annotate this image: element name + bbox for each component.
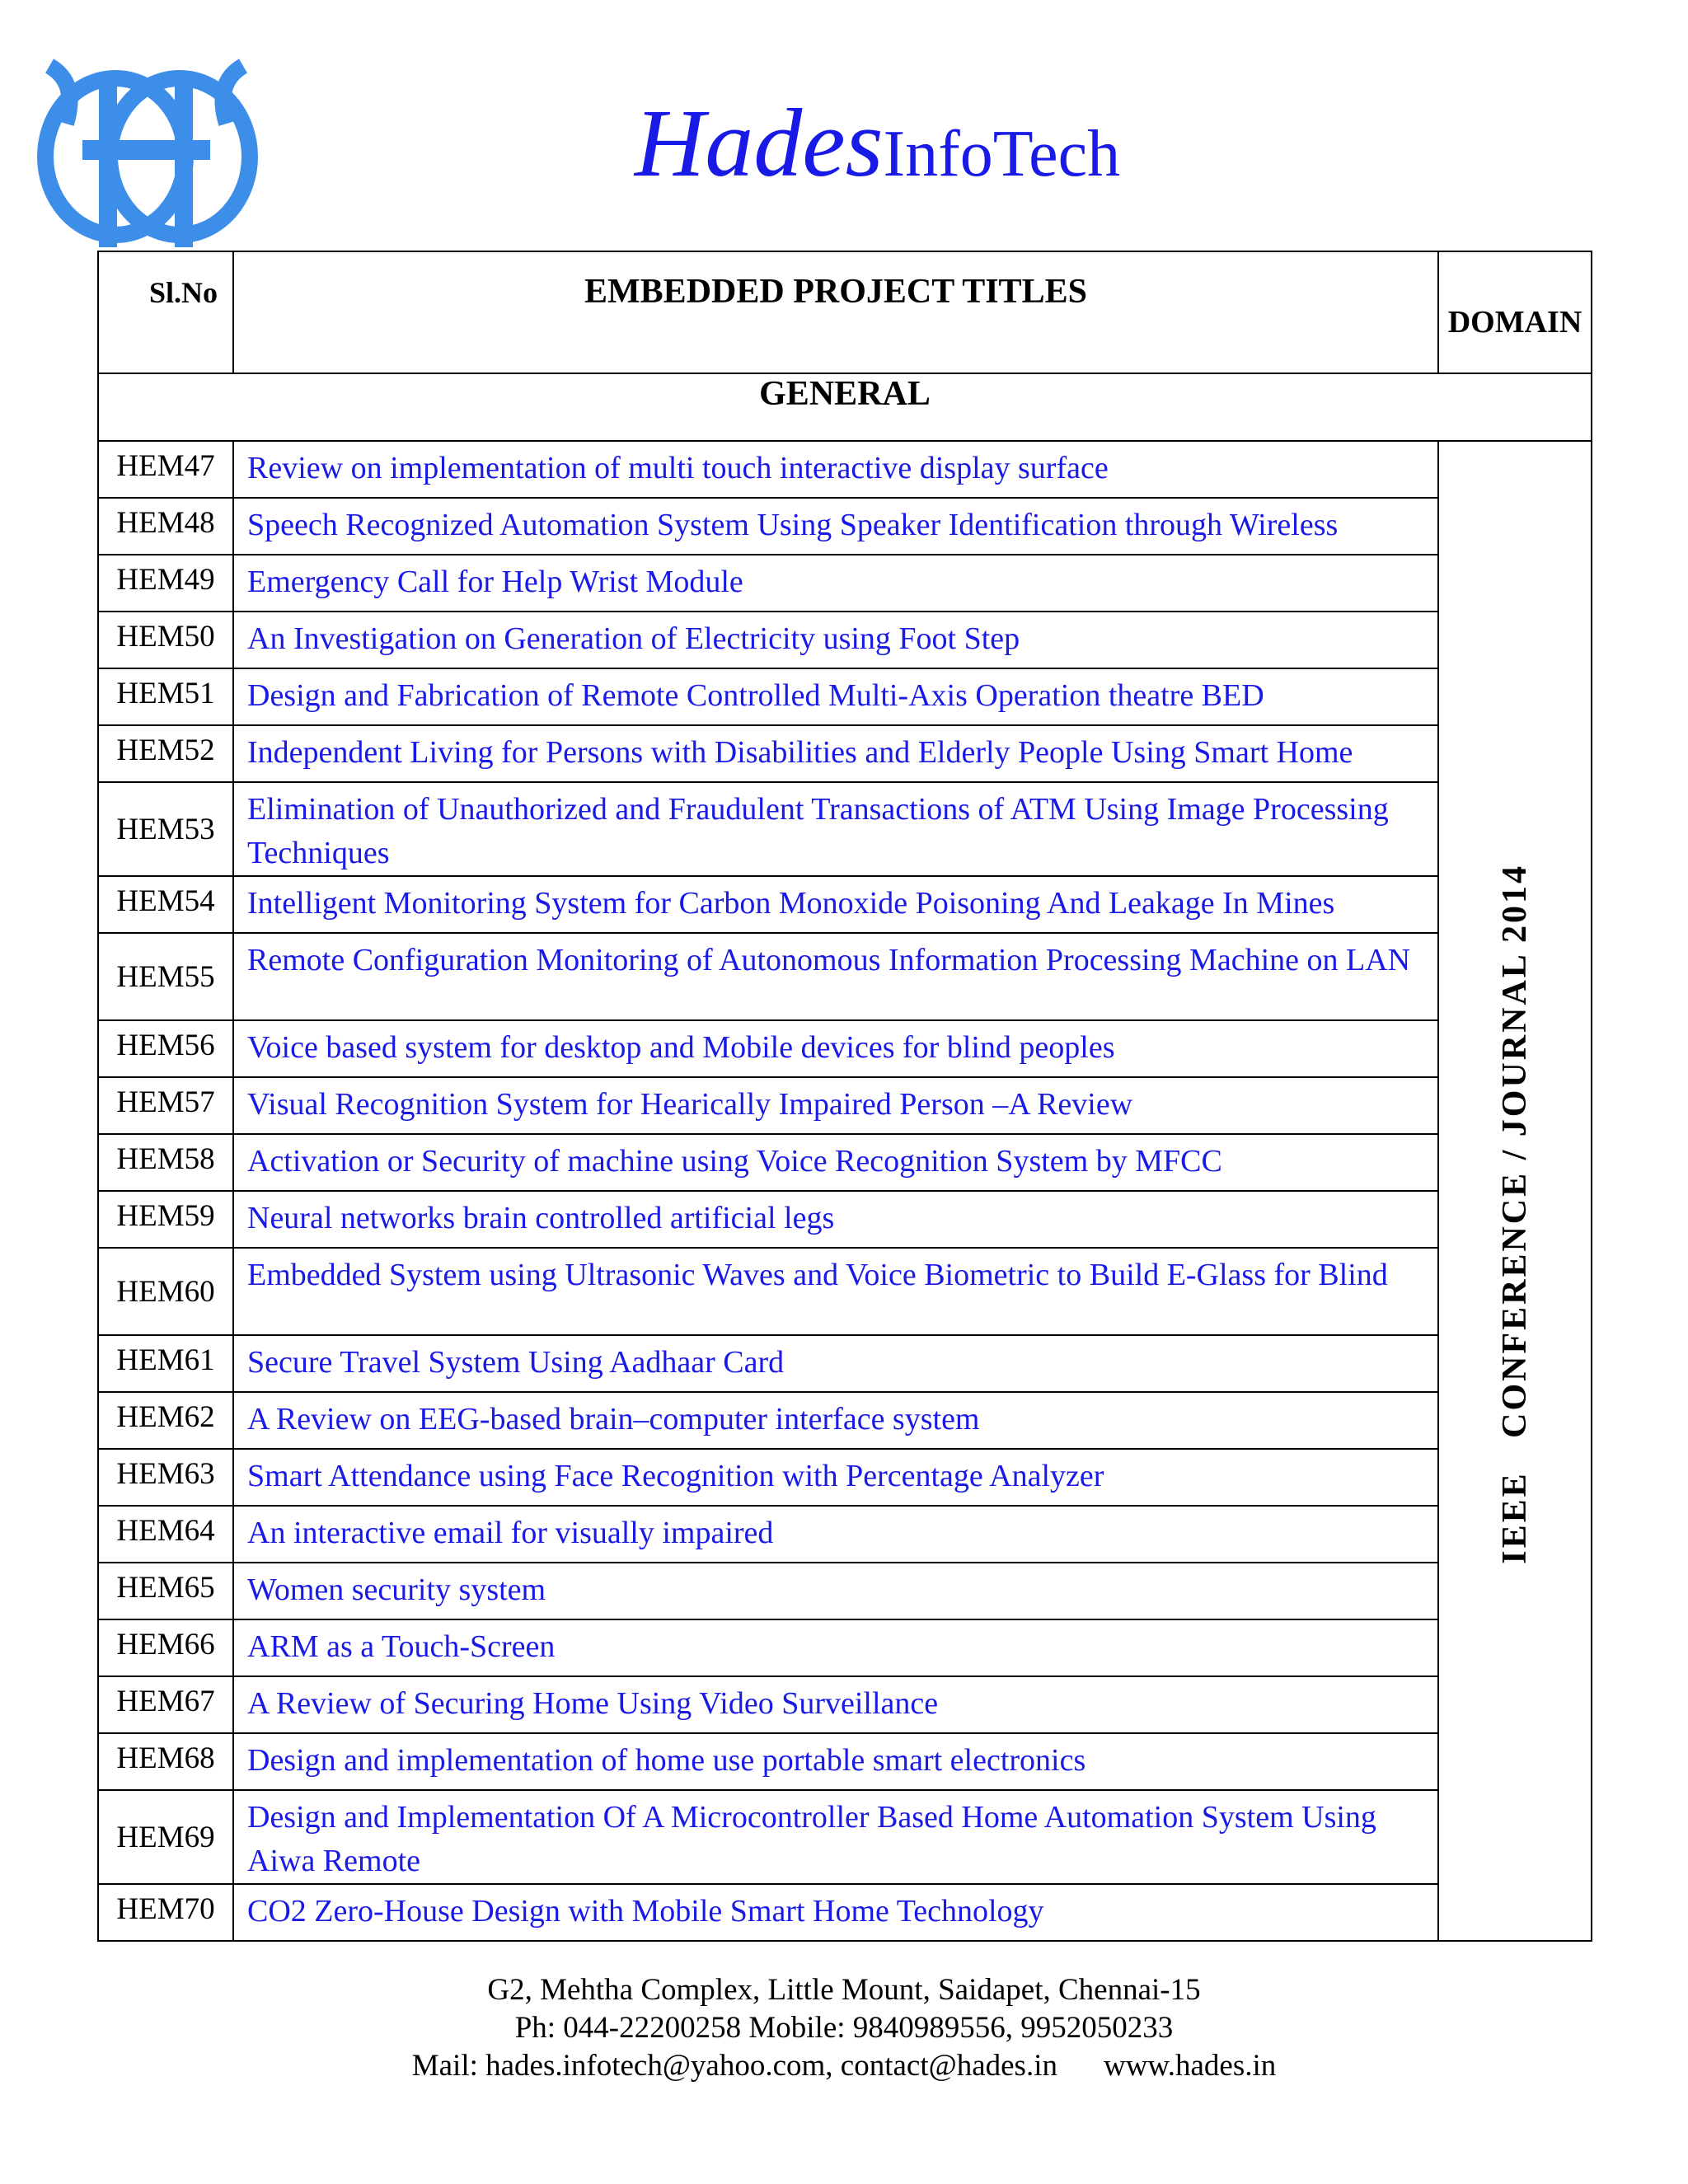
project-id: HEM58	[98, 1134, 233, 1191]
table-header-row	[98, 251, 1592, 373]
project-id: HEM66	[98, 1619, 233, 1676]
project-id: HEM62	[98, 1392, 233, 1449]
table-row	[98, 1134, 1592, 1191]
project-id: HEM57	[98, 1077, 233, 1134]
header-domain: DOMAIN	[1438, 251, 1592, 373]
project-id: HEM55	[98, 933, 233, 1020]
brand-name-hades: Hades	[635, 89, 884, 197]
table-row	[98, 1506, 1592, 1563]
project-title: A Review of Securing Home Using Video Surveillance	[233, 1676, 1438, 1733]
project-title: Design and implementation of home use portable smart electronics	[233, 1733, 1438, 1790]
table-row	[98, 498, 1592, 555]
project-id: HEM68	[98, 1733, 233, 1790]
header-project-titles: EMBEDDED PROJECT TITLES	[233, 251, 1438, 373]
project-title: Remote Configuration Monitoring of Autonomous Information Processing Machine on LAN	[233, 933, 1438, 1020]
table-row	[98, 612, 1592, 668]
project-title: ARM as a Touch-Screen	[233, 1619, 1438, 1676]
project-id: HEM48	[98, 498, 233, 555]
project-id: HEM61	[98, 1335, 233, 1392]
domain-cell	[1438, 441, 1592, 1941]
table-row	[98, 876, 1592, 933]
project-id: HEM51	[98, 668, 233, 725]
project-id: HEM53	[98, 782, 233, 876]
project-id: HEM67	[98, 1676, 233, 1733]
table-row	[98, 1676, 1592, 1733]
project-id: HEM49	[98, 555, 233, 612]
table-row	[98, 668, 1592, 725]
hades-logo-icon	[33, 49, 260, 255]
project-id: HEM56	[98, 1020, 233, 1077]
table-row	[98, 1020, 1592, 1077]
project-title: A Review on EEG-based brain–computer interface system	[233, 1392, 1438, 1449]
table-row	[98, 1619, 1592, 1676]
project-title: Neural networks brain controlled artificial legs	[233, 1191, 1438, 1248]
footer-contact-line	[0, 2047, 1688, 2085]
project-title: Elimination of Unauthorized and Fraudulent Transactions of ATM Using Image Processing Techniques	[233, 782, 1438, 876]
footer-mail: Mail: hades.infotech@yahoo.com, contact@hades.in	[411, 2049, 1057, 2083]
project-title: Speech Recognized Automation System Using Speaker Identification through Wireless	[233, 498, 1438, 555]
project-title: Women security system	[233, 1563, 1438, 1619]
project-title: Intelligent Monitoring System for Carbon Monoxide Poisoning And Leakage In Mines	[233, 876, 1438, 933]
table-row	[98, 441, 1592, 498]
table-row	[98, 1077, 1592, 1134]
table-row	[98, 725, 1592, 782]
project-id: HEM59	[98, 1191, 233, 1248]
project-title: Design and Fabrication of Remote Controlled Multi-Axis Operation theatre BED	[233, 668, 1438, 725]
brand-name-infotech: InfoTech	[883, 118, 1121, 190]
table-row	[98, 933, 1592, 1020]
header-sl-no: Sl.No	[98, 251, 233, 373]
brand-title	[635, 89, 1121, 197]
project-title: An interactive email for visually impaired	[233, 1506, 1438, 1563]
project-id: HEM63	[98, 1449, 233, 1506]
table-body	[98, 441, 1592, 1941]
project-id: HEM52	[98, 725, 233, 782]
project-title: Visual Recognition System for Hearically Impaired Person –A Review	[233, 1077, 1438, 1134]
project-id: HEM60	[98, 1248, 233, 1335]
project-title: Voice based system for desktop and Mobile devices for blind peoples	[233, 1020, 1438, 1077]
section-row	[98, 373, 1592, 441]
domain-value: IEEE CONFERENCE / JOURNAL 2014	[1496, 863, 1534, 1564]
project-title: Smart Attendance using Face Recognition with Percentage Analyzer	[233, 1449, 1438, 1506]
project-title: Emergency Call for Help Wrist Module	[233, 555, 1438, 612]
project-id: HEM65	[98, 1563, 233, 1619]
project-id: HEM54	[98, 876, 233, 933]
table-row	[98, 555, 1592, 612]
project-title: An Investigation on Generation of Electricity using Foot Step	[233, 612, 1438, 668]
project-id: HEM70	[98, 1884, 233, 1941]
project-id: HEM50	[98, 612, 233, 668]
table-row	[98, 1884, 1592, 1941]
project-title: Review on implementation of multi touch interactive display surface	[233, 441, 1438, 498]
footer-phone: Ph: 044-22200258 Mobile: 9840989556, 9952050233	[514, 2011, 1174, 2045]
table-row	[98, 1335, 1592, 1392]
project-title: Independent Living for Persons with Disabilities and Elderly People Using Smart Home	[233, 725, 1438, 782]
section-title: GENERAL	[98, 373, 1592, 441]
project-title: Embedded System using Ultrasonic Waves and Voice Biometric to Build E-Glass for Blind	[233, 1248, 1438, 1335]
table-row	[98, 782, 1592, 876]
footer-address: G2, Mehtha Complex, Little Mount, Saidapet, Chennai-15	[487, 1973, 1201, 2007]
table-row	[98, 1790, 1592, 1884]
project-title: Activation or Security of machine using Voice Recognition System by MFCC	[233, 1134, 1438, 1191]
project-title: CO2 Zero-House Design with Mobile Smart Home Technology	[233, 1884, 1438, 1941]
footer	[0, 1971, 1688, 2085]
project-titles-table	[97, 251, 1592, 1942]
project-id: HEM47	[98, 441, 233, 498]
table-row	[98, 1248, 1592, 1335]
project-id: HEM64	[98, 1506, 233, 1563]
project-title: Design and Implementation Of A Microcontroller Based Home Automation System Using Aiwa Remote	[233, 1790, 1438, 1884]
table-row	[98, 1449, 1592, 1506]
table-row	[98, 1191, 1592, 1248]
table-row	[98, 1392, 1592, 1449]
project-title: Secure Travel System Using Aadhaar Card	[233, 1335, 1438, 1392]
table-row	[98, 1733, 1592, 1790]
project-id: HEM69	[98, 1790, 233, 1884]
table-row	[98, 1563, 1592, 1619]
footer-website: www.hades.in	[1103, 2049, 1277, 2083]
